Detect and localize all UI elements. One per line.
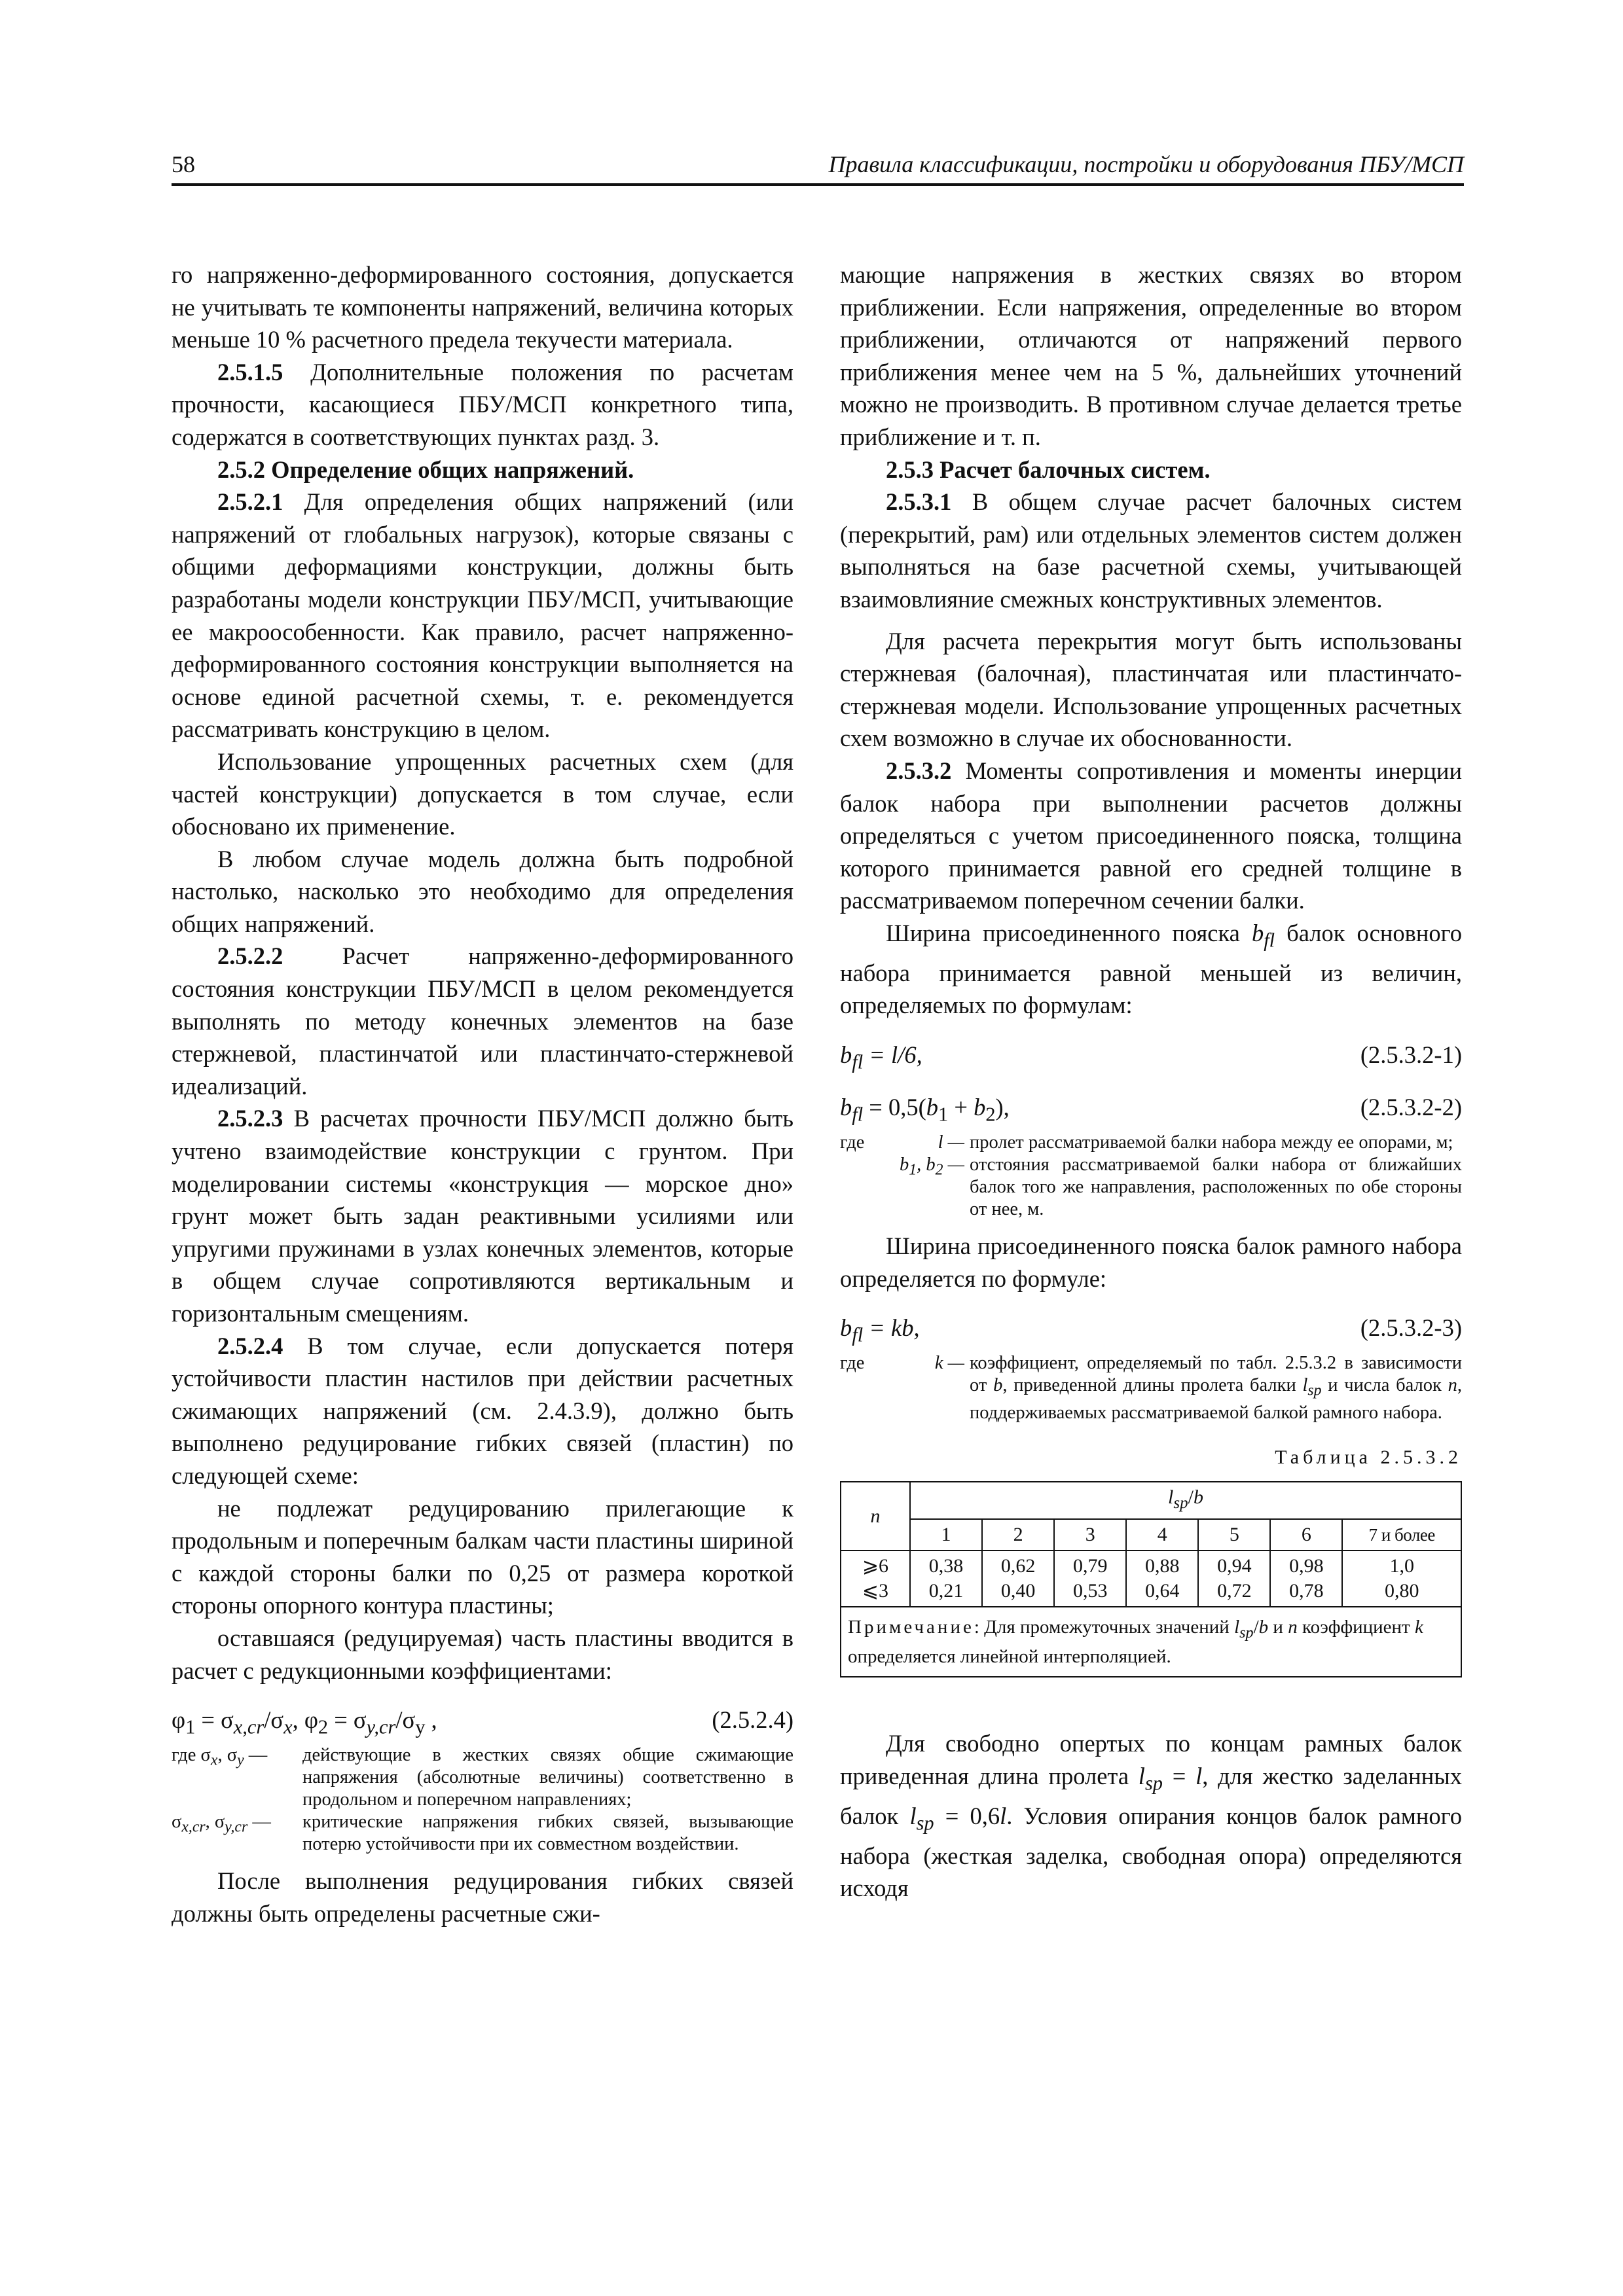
paragraph: Для расчета перекрытия могут быть использованы стержневая (балочная), пластинчатая или пластинчато-стержневая модели. Использование упрощенных расчетных схем возможно в случае их обоснованности.: [840, 627, 1462, 752]
paragraph: не подлежат редуцированию прилегающие к продольным и поперечным балкам части пластины шириной с каждой стороны балки по 0,25 от размера короткой стороны опорного контура пластины;: [172, 1494, 793, 1619]
coefficient-table: [840, 1481, 1462, 1677]
right-column: [840, 259, 1462, 1905]
legend-row: [840, 1132, 1462, 1154]
formula-legend: [840, 1352, 1462, 1424]
table-cell: 0,98 0,78: [1270, 1551, 1342, 1607]
equation-number: (2.5.3.2-3): [1360, 1314, 1462, 1342]
table-note: Примечание: Для промежуточных значений $l_{sp}/b$ и n коэффициент k определяется линейной интерполяцией.: [841, 1607, 1461, 1677]
column-head: 7 и более: [1342, 1519, 1461, 1551]
paragraph: Для свободно опертых по концам рамных балок приведенная длина пролета $l_{sp} = l$, для жестко заделанных балок $l_{sp} = 0,6l$. Условия опирания концов балок рамного набора (жесткая заделка, свободная опора) определяются исходя: [840, 1730, 1462, 1902]
legend-lead: где: [840, 1353, 865, 1374]
formula-expression: $\varphi_1 = \sigma_{x,cr}/\sigma_x$, $\varphi_2 = \sigma_{y,cr}/\sigma_y$ ,: [172, 1706, 437, 1738]
formula-expression: $b_{fl} = l/6$,: [840, 1041, 922, 1073]
paragraph: После выполнения редуцирования гибких связей должны быть определены расчетные сжи-: [172, 1867, 793, 1927]
running-title: Правила классификации, постройки и оборудования ПБУ/МСП: [828, 151, 1464, 177]
page-header: [172, 143, 1464, 186]
equation-number: (2.5.2.4): [712, 1706, 793, 1734]
table-note-row: [841, 1607, 1461, 1677]
formula-legend: [840, 1132, 1462, 1221]
paragraph: го напряженно-деформированного состояния, допускается не учитывать те компоненты напряжений, величина которых меньше 10 % расчетного предела текучести материала.: [172, 261, 793, 353]
table-cell: 0,88 0,64: [1126, 1551, 1198, 1607]
legend-row: [172, 1811, 793, 1856]
column-head: 6: [1270, 1519, 1342, 1551]
paragraph: оставшаяся (редуцируемая) часть пластины вводится в расчет с редукционными коэффициентами:: [172, 1624, 793, 1684]
equation-number: (2.5.3.2-2): [1360, 1093, 1462, 1121]
section-heading-2-5-3: 2.5.3 Расчет балочных систем.: [886, 456, 1211, 483]
paragraph: Ширина присоединенного пояска $b_{fl}$ балок основного набора принимается равной меньшей из величин, определяемых по формулам:: [840, 919, 1462, 1019]
paragraph-2-5-1-5: 2.5.1.5 Дополнительные положения по расчетам прочности, касающиеся ПБУ/МСП конкретного типа, содержатся в соответствующих пунктах разд. 3.: [172, 358, 793, 450]
formula-2-5-3-2-1: [840, 1035, 1462, 1074]
header-n: n: [841, 1482, 910, 1551]
paragraph-2-5-3-1: 2.5.3.1 В общем случае расчет балочных систем (перекрытий, рам) или отдельных элементов систем должен выполняться на базе расчетной схемы, учитывающей взаимовлияние смежных конструктивных элементов.: [840, 488, 1462, 613]
legend-symbol: $b_1$, $b_2$ —: [900, 1154, 964, 1179]
legend-text: отстояния рассматриваемой балки набора от ближайших балок того же направления, расположенных по обе стороны от нее, м.: [970, 1154, 1462, 1219]
paragraph-2-5-3-2: 2.5.3.2 Моменты сопротивления и моменты инерции балок набора при выполнении расчетов должны определяться с учетом присоединенного пояска, толщина которого принимается равной его средней толщине в рассматриваемом поперечном сечении балки.: [840, 757, 1462, 914]
header-lsp-b: $l_{sp}/b$: [910, 1482, 1461, 1519]
column-head: 5: [1198, 1519, 1270, 1551]
legend-lead: где: [840, 1132, 865, 1153]
table-row: [841, 1551, 1461, 1607]
formula-expression: $b_{fl}$ = kb,: [840, 1314, 920, 1346]
legend-symbol: $\sigma_{x,cr}$, $\sigma_{y,cr}$ —: [172, 1812, 271, 1836]
formula-2-5-3-2-2: [840, 1087, 1462, 1126]
formula-legend: [172, 1744, 793, 1856]
table-header-row: [841, 1482, 1461, 1519]
paragraph-2-5-2-1: 2.5.2.1 Для определения общих напряжений (или напряжений от глобальных нагрузок), которые связаны с общими деформациями конструкции, должны быть разработаны модели конструкции ПБУ/МСП, учитывающие ее макроособенности. Как правило, расчет напряженно-деформированного состояния конструкции выполняется на основе единой расчетной схемы, т. е. рекомендуется рассматривать конструкцию в целом.: [172, 488, 793, 743]
row-n: ⩾6 ⩽3: [841, 1551, 910, 1607]
paragraph-2-5-2-4: 2.5.2.4 В том случае, если допускается потеря устойчивости пластин настилов при действии расчетных сжимающих напряжений (см. 2.4.3.9), должно быть выполнено редуцирование гибких связей (пластин) по следующей схеме:: [172, 1332, 793, 1489]
table-cell: 0,38 0,21: [910, 1551, 982, 1607]
formula-expression: $b_{fl} = 0,5(b_1 + b_2)$,: [840, 1093, 1010, 1126]
legend-text: пролет рассматриваемой балки набора между ее опорами, м;: [970, 1132, 1453, 1153]
paragraph: Ширина присоединенного пояска балок рамного набора определяется по формуле:: [840, 1232, 1462, 1292]
section-heading-2-5-2: 2.5.2 Определение общих напряжений.: [217, 456, 634, 483]
table-cell: 0,62 0,40: [982, 1551, 1054, 1607]
paragraph-2-5-2-2: 2.5.2.2 Расчет напряженно-деформированного состояния конструкции ПБУ/МСП в целом рекомендуется выполнять по методу конечных элементов на базе стержневой, пластинчатой или пластинчато-стержневой идеализаций.: [172, 942, 793, 1100]
formula-2-5-2-4: [172, 1700, 793, 1739]
legend-row: [840, 1154, 1462, 1221]
column-head: 1: [910, 1519, 982, 1551]
legend-text: критические напряжения гибких связей, вызывающие потерю устойчивости при их совместном воздействии.: [302, 1812, 793, 1855]
table-cell: 0,94 0,72: [1198, 1551, 1270, 1607]
table-cell: 0,79 0,53: [1054, 1551, 1126, 1607]
table-header-row: [841, 1519, 1461, 1551]
formula-2-5-3-2-3: [840, 1308, 1462, 1347]
table-caption: Таблица 2.5.3.2: [1275, 1446, 1462, 1468]
page-number: 58: [172, 151, 195, 177]
paragraph-2-5-2-3: 2.5.2.3 В расчетах прочности ПБУ/МСП должно быть учтено взаимодействие конструкции с грунтом. При моделировании системы «конструкция — морское дно» грунт может быть задан реактивными усилиями или упругими пружинами в узлах конечных элементов, которые в общем случае сопротивляются вертикальным и горизонтальным смещениям.: [172, 1105, 793, 1327]
column-head: 3: [1054, 1519, 1126, 1551]
legend-symbol: l —: [938, 1132, 964, 1153]
paragraph: Использование упрощенных расчетных схем (для частей конструкции) допускается в том случае, если обосновано их применение.: [172, 747, 793, 840]
legend-text: коэффициент, определяемый по табл. 2.5.3.2 в зависимости от b, приведенной длины пролета балки $l_{sp}$ и числа балок n, поддерживаемых рассматриваемой балкой рамного набора.: [970, 1353, 1462, 1423]
table-cell: 1,0 0,80: [1342, 1551, 1461, 1607]
paragraph: мающие напряжения в жестких связях во втором приближении. Если напряжения, определенные во втором приближении, отличаются от напряжений первого приближения менее чем на 5 %, дальнейших уточнений можно не производить. В противном случае делается третье приближение и т. п.: [840, 261, 1462, 450]
legend-row: [172, 1744, 793, 1811]
equation-number: (2.5.3.2-1): [1360, 1041, 1462, 1068]
paragraph: В любом случае модель должна быть подробной настолько, насколько это необходимо для определения общих напряжений.: [172, 845, 793, 937]
legend-symbol: где $\sigma_x$, $\sigma_y$ —: [172, 1745, 268, 1769]
legend-text: действующие в жестких связях общие сжимающие напряжения (абсолютные величины) соответственно в продольном и поперечном направлениях;: [302, 1745, 793, 1810]
legend-row: [840, 1352, 1462, 1424]
legend-symbol: k —: [934, 1353, 964, 1374]
column-head: 4: [1126, 1519, 1198, 1551]
left-column: [172, 259, 793, 1929]
column-head: 2: [982, 1519, 1054, 1551]
